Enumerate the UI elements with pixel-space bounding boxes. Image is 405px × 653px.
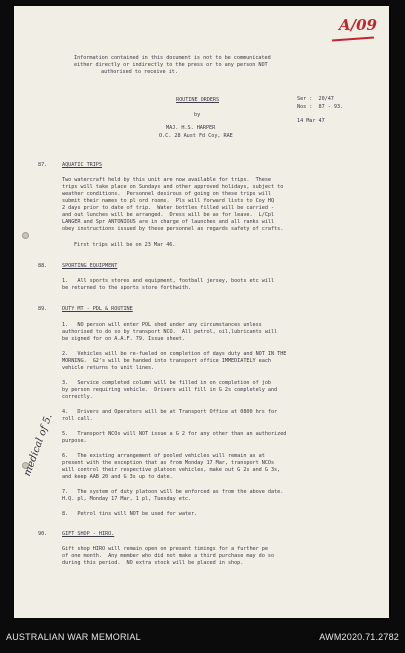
para-line: be signed for on A.A.F. 79. Issue sheet.: [62, 336, 185, 342]
archive-reference: AWM2020.71.2782: [319, 632, 399, 642]
archive-footer: [0, 622, 405, 653]
para-line: 1. NO person will enter POL shed under any circumstances unless: [62, 322, 262, 328]
para-line: submit their names to pl ord rooms. Pls will forward lists to Coy HQ: [62, 198, 275, 204]
section-title: GIFT SHOP - HIRO.: [62, 531, 115, 537]
para-line: and keep AAB 20 and G 3s up to date.: [62, 474, 173, 480]
classification-line: Information contained in this document is not to be communicated: [74, 55, 271, 61]
para-line: 6. The existing arrangement of pooled vehicles will remain as at: [62, 453, 265, 459]
para-line: 4. Drivers and Operators will be at Transport Office at 0800 hrs for: [62, 409, 278, 415]
section-title: SPORTING EQUIPMENT: [62, 263, 118, 269]
para-line: trips will take place on Sundays and other approved holidays, subject to: [62, 184, 284, 190]
document-title: ROUTINE ORDERS: [176, 97, 220, 103]
para-line: will control their respective platoon vehicles, make out G 2s and G 3s,: [62, 467, 281, 473]
document-date: 14 Mar 47: [297, 118, 325, 124]
section-number: 87.: [38, 162, 48, 168]
section-title: DUTY MT - PDL & ROUTINE: [62, 306, 133, 312]
para-line: 5. Transport NCOs will NOT issue a G 2 for any other than an authorized: [62, 431, 287, 437]
para-line: Gift shop HIRO will remain open on present timings for a further pe: [62, 546, 268, 552]
by-text: by: [194, 112, 201, 118]
classification-line: authorised to receive it.: [101, 69, 178, 75]
handwritten-margin-note: medical of 5.: [22, 412, 55, 478]
para-line: 1. All sports stores and equipment, football jersey, boots etc will: [62, 278, 275, 284]
para-line: LANGER and Spr ANTONIOUS are in charge of launches and all ranks will: [62, 219, 275, 225]
para-line: 8. Petrol tins will NOT be used for water.: [62, 511, 198, 517]
para-line: 2 days prior to date of trip. Water bottles filled will be carried -: [62, 205, 275, 211]
punch-hole: [22, 232, 29, 239]
archive-name: AUSTRALIAN WAR MEMORIAL: [6, 632, 141, 642]
handwritten-reference: A/09: [339, 16, 377, 34]
para-line: be returned to the sports store forthwith.: [62, 285, 192, 291]
para-line: purpose.: [62, 438, 87, 444]
section-number: 88.: [38, 263, 48, 269]
para-line: weather conditions. Personnel desirous of going on these trips will: [62, 191, 271, 197]
para-line: vehicle returns to unit lines.: [62, 365, 155, 371]
document-page: [14, 6, 389, 618]
para-line: MORNING. G2's will be handed into transport office IMMEDIATELY each: [62, 358, 271, 364]
para-line: of one month. Any member who did not make a third purchase may do so: [62, 553, 275, 559]
para-line: First trips will be on 23 Mar 46.: [74, 242, 176, 248]
para-line: 7. The system of duty platoon will be enforced as from the above date.: [62, 489, 284, 495]
para-line: Two watercraft held by this unit are now available for trips. These: [62, 177, 271, 183]
serial-number: Ser : 20/47: [297, 96, 334, 102]
para-line: 3. Service completed column will be filled in on completion of job: [62, 380, 271, 386]
para-line: by person requiring vehicle. Drivers will fill in G 2s completely and: [62, 387, 278, 393]
officer-name: MAJ. H.S. HARPER: [166, 125, 216, 131]
classification-line: either directly or indirectly to the press or to any person NOT: [74, 62, 268, 68]
para-line: 2. Vehicles will be re-fueled on completion of days duty and NOT IN THE: [62, 351, 287, 357]
unit-name: O.C. 28 Aust Fd Coy, RAE: [159, 133, 233, 139]
para-line: correctly.: [62, 394, 93, 400]
handwritten-underline: [332, 37, 374, 42]
para-line: and out lunches will be arranged. Dress will be as for leave. L/Cpl: [62, 212, 275, 218]
section-number: 90.: [38, 531, 48, 537]
order-numbers: Nos : 87 - 93.: [297, 104, 344, 110]
para-line: H.Q. pl, Monday 17 Mar, 1 pl, Tuesday etc.: [62, 496, 192, 502]
section-title: AQUATIC TRIPS: [62, 162, 102, 168]
para-line: roll call.: [62, 416, 93, 422]
para-line: present with the exception that as from Monday 17 Mar, transport NCOs: [62, 460, 275, 466]
para-line: authorised to do so by transport NCO. All petrol, oil,lubricants will: [62, 329, 278, 335]
para-line: obey instructions issued by these personnel as regards safety of crafts.: [62, 226, 284, 232]
section-number: 89.: [38, 306, 48, 312]
para-line: during this period. NO extra stock will be placed in shop.: [62, 560, 244, 566]
